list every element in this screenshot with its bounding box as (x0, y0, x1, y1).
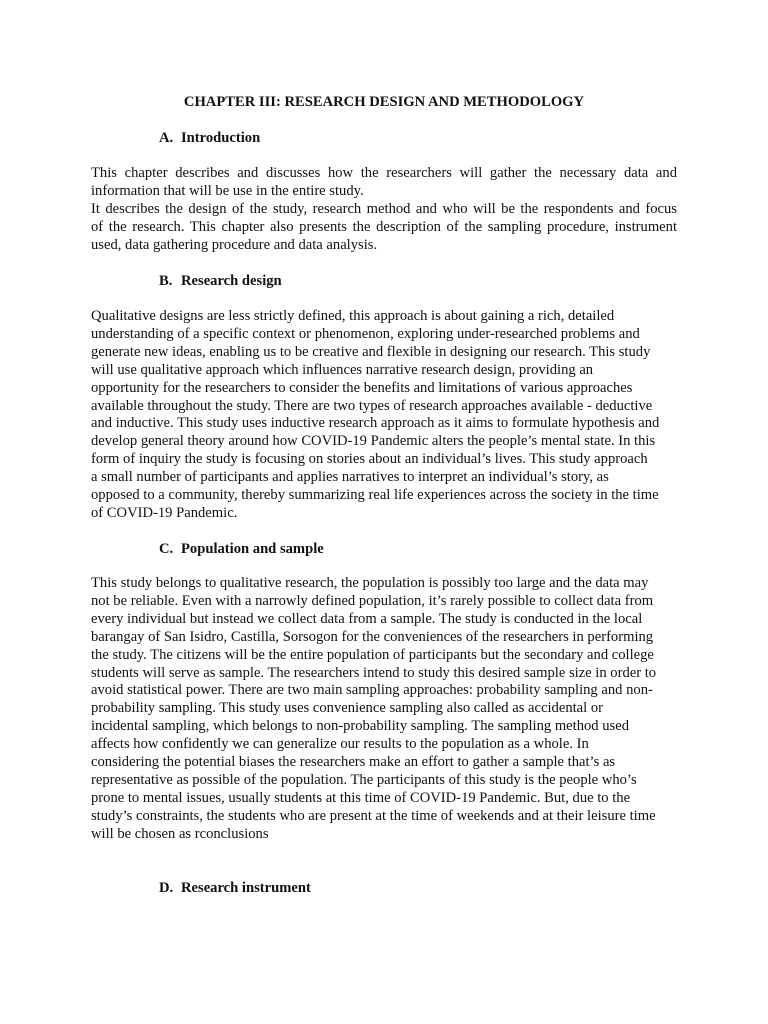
text-line: study’s constraints, the students who are present at the time of weekends and at their leisure time (91, 807, 656, 824)
text-line: opportunity for the researchers to consider the benefits and limitations of various approaches (91, 379, 633, 396)
text-line: representative as possible of the population. The participants of this study is the people who’s (91, 771, 637, 788)
section-heading-research-instrument (159, 879, 311, 897)
paragraph-intro-2 (91, 201, 677, 255)
text-line: information that will be use in the entire study. (91, 182, 364, 199)
text-line: students will serve as sample. The researchers intend to study this desired sample size in order to (91, 664, 657, 681)
text-line: and inductive. This study uses inductive research approach as it aims to formulate hypothesis and (91, 415, 660, 432)
paragraph-research-design (91, 308, 677, 523)
text-line: generate new ideas, enabling us to be creative and flexible in designing our research. This study (91, 343, 651, 360)
section-letter: A. (159, 130, 174, 146)
section-letter: B. (159, 273, 173, 289)
text-line: opposed to a community, thereby summarizing real life experiences across the society in the time (91, 487, 659, 504)
text-line: This study belongs to qualitative research, the population is possibly too large and the data may (91, 575, 649, 591)
text-line: will use qualitative approach which influences narrative research design, providing an (91, 361, 594, 378)
text-line: It describes the design of the study, research method and who will be the respondents and focus (91, 201, 677, 217)
section-title: Population and sample (181, 541, 324, 557)
text-line: available throughout the study. There are two types of research approaches available - deductive (91, 397, 653, 414)
text-line: understanding of a specific context or phenomenon, exploring under-researched problems and (91, 325, 640, 342)
section-heading-research-design (159, 272, 282, 290)
text-line: a small number of participants and applies narratives to interpret an individual’s story, as (91, 469, 609, 486)
chapter-title: CHAPTER III: RESEARCH DESIGN AND METHODOLOGY (183, 94, 585, 110)
text-line: Qualitative designs are less strictly defined, this approach is about gaining a rich, detailed (91, 308, 615, 324)
text-line: the study. The citizens will be the entire population of participants but the secondary and college (91, 646, 654, 663)
section-heading-introduction (159, 129, 260, 147)
text-line: form of inquiry the study is focusing on stories about an individual’s lives. This study approach (91, 451, 648, 468)
text-line: develop general theory around how COVID-19 Pandemic alters the people’s mental state. In this (91, 433, 656, 450)
text-line: barangay of San Isidro, Castilla, Sorsogon for the conveniences of the researchers in performing (91, 628, 654, 645)
text-line: not be reliable. Even with a narrowly defined population, it’s rarely possible to collect data from (91, 592, 654, 609)
paragraph-intro-1 (91, 165, 677, 201)
section-title: Research instrument (181, 880, 311, 896)
text-line: every individual but instead we collect data from a sample. The study is conducted in the local (91, 610, 643, 627)
text-line: will be chosen as rconclusions (91, 825, 269, 842)
section-letter: D. (159, 880, 174, 896)
text-line: avoid statistical power. There are two main sampling approaches: probability sampling and non- (91, 682, 653, 699)
section-letter: C. (159, 541, 174, 557)
text-line: of COVID-19 Pandemic. (91, 504, 238, 521)
text-line: probability sampling. This study uses convenience sampling also called as accidental or (91, 700, 604, 717)
paragraph-population-sample (91, 575, 677, 844)
section-title: Introduction (181, 130, 261, 146)
section-heading-population-sample (159, 540, 324, 558)
section-title: Research design (181, 273, 282, 289)
text-line: This chapter describes and discusses how the researchers will gather the necessary data and (91, 165, 677, 181)
text-line: considering the potential biases the researchers make an effort to gather a sample that’s as (91, 754, 616, 771)
text-line: prone to mental issues, usually students at this time of COVID-19 Pandemic. But, due to the (91, 789, 631, 806)
text-line: affects how confidently we can generalize our results to the population as a whole. In (91, 736, 589, 753)
text-line: incidental sampling, which belongs to non-probability sampling. The sampling method used (91, 718, 630, 735)
text-line: used, data gathering procedure and data analysis. (91, 236, 378, 253)
text-line: of the research. This chapter also presents the description of the sampling procedure, instrument (91, 218, 677, 235)
